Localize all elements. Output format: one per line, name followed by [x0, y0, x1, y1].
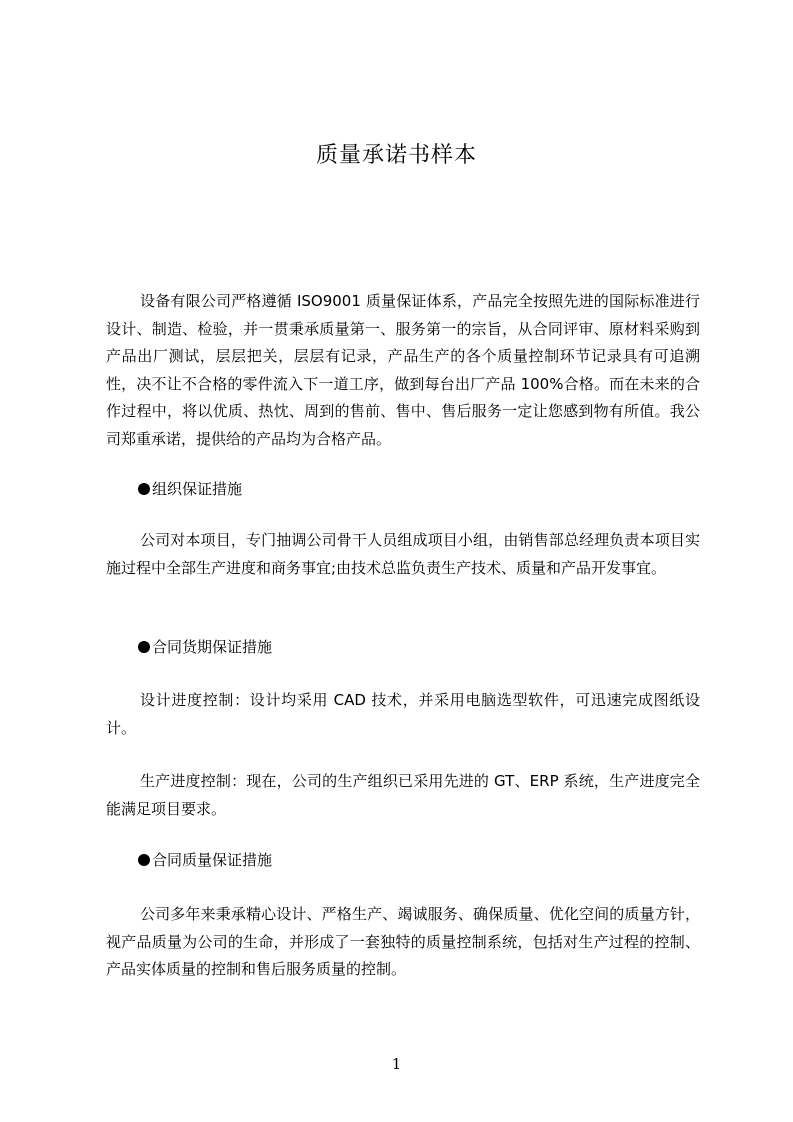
document-title: 质量承诺书样本: [315, 143, 477, 168]
bullet-dot-icon: [138, 483, 150, 495]
section-heading-label: 合同货期保证措施: [152, 638, 273, 656]
bullet-dot-icon: [138, 641, 150, 653]
section-heading-label: 组织保证措施: [152, 480, 243, 498]
bullet-dot-icon: [138, 854, 150, 866]
quality-paragraph: 公司多年来秉承精心设计、严格生产、竭诚服务、确保质量、优化空间的质量方针，视产品质量为公司的生命，并形成了一套独特的质量控制系统，包括对生产过程的控制、产品实体质量的控制和售后服务质量的控制。: [106, 905, 700, 978]
design-progress-paragraph: 设计进度控制：设计均采用 CAD 技术，并采用电脑选型软件，可迅速完成图纸设计。: [106, 691, 700, 737]
organization-paragraph: 公司对本项目，专门抽调公司骨干人员组成项目小组，由销售部总经理负责本项目实施过程中全部生产进度和商务事宜;由技术总监负责生产技术、质量和产品开发事宜。: [106, 531, 700, 577]
production-progress-paragraph: 生产进度控制：现在，公司的生产组织已采用先进的 GT、ERP 系统，生产进度完全能满足项目要求。: [106, 772, 700, 818]
section-heading-label: 合同质量保证措施: [152, 851, 273, 869]
section-heading-delivery: [138, 635, 638, 659]
section-heading-quality: [138, 848, 638, 872]
section-heading-organization: [138, 477, 638, 501]
intro-paragraph: 设备有限公司严格遵循 ISO9001 质量保证体系，产品完全按照先进的国际标准进行设计、制造、检验，并一贯秉承质量第一、服务第一的宗旨，从合同评审、原材料采购到产品出厂测试，层层把关，层层有记录，产品生产的各个质量控制环节记录具有可追溯性，决不让不合格的零件流入下一道工序，做到每台出厂产品 100%合格。而在未来的合作过程中，将以优质、热忱、周到的售前、售中、售后服务一定让您感到物有所值。我公司郑重承诺，提供给的产品均为合格产品。: [106, 292, 700, 448]
page-number: 1: [391, 1055, 402, 1073]
